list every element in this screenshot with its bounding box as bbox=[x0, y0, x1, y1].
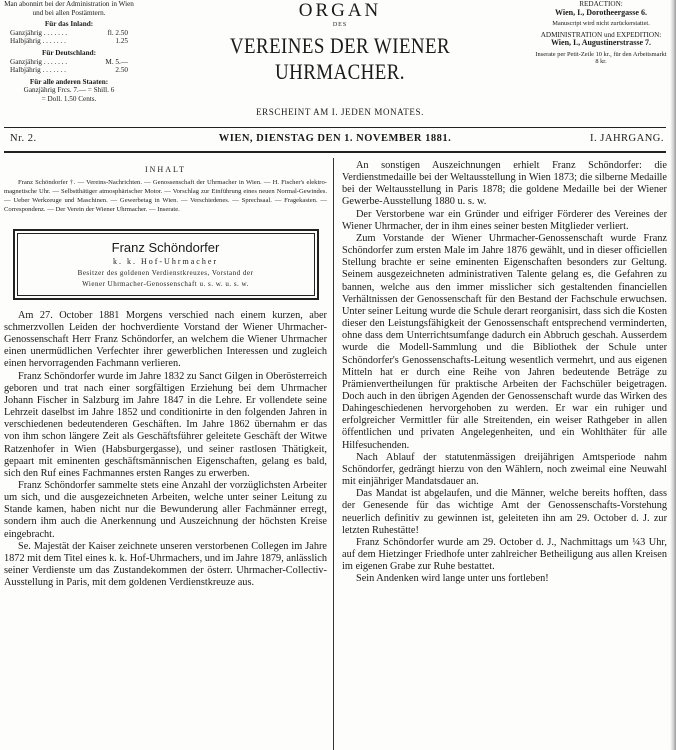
obituary-box bbox=[13, 229, 319, 300]
publication-frequency: ERSCHEINT AM I. JEDEN MONATES. bbox=[256, 107, 424, 117]
article-paragraph: Am 27. October 1881 Morgens verschied nach einem kurzen, aber schmerzvollen Leiden der hochverdiente Vorstand der Wiener Uhrmacher-Genossenschaft Herr Franz Schöndorfer, an welchem die Wiener Uhrmacher einen unermüdlichen Verfechter ihrer gewerblichen Interessen und zugleich einen hervorragenden Fachmann verlieren. bbox=[4, 309, 327, 370]
price-row: Ganzjährig . . . . . . . fl. 2.50 bbox=[10, 28, 128, 37]
other-states-heading: Für alle anderen Staaten: bbox=[29, 77, 109, 86]
contents-heading: INHALT bbox=[144, 165, 187, 174]
article-closing-line: Sein Andenken wird lange unter uns fortleben! bbox=[356, 573, 549, 585]
issue-number: Nr. 2. bbox=[10, 133, 37, 144]
right-column bbox=[342, 160, 667, 585]
manuscript-note: Manuscript wird nicht zurückerstattet. bbox=[552, 20, 650, 28]
page-edge bbox=[670, 0, 676, 750]
obituary-description: Besitzer des goldenen Verdienstkreuzes, Vorstand der bbox=[77, 268, 254, 277]
advertising-rates: Inserate per Petit-Zeile 10 kr., für den Arbeitsmarkt 8 kr. bbox=[535, 50, 667, 66]
masthead-des: DES bbox=[332, 22, 348, 28]
header-rule bbox=[4, 127, 666, 128]
obituary-name: Franz Schöndorfer bbox=[111, 239, 220, 255]
article-paragraph: Franz Schöndorfer sammelte stets eine Anzahl der vorzüglichsten Arbeiter um sich, und die ausgezeichneten Arbeiten, welche unter seiner Leitung zu Stande kamen, haben nicht nur die Bewunderung aller Fachmänner erregt, sondern ihm auch die Anerkennung und Auszeichnung der höchsten Kreise eingebracht. bbox=[4, 479, 327, 540]
left-column bbox=[4, 160, 327, 589]
price-row: Halbjährig . . . . . . . 2.50 bbox=[10, 66, 128, 75]
masthead-title-block bbox=[150, 0, 530, 117]
dateline bbox=[4, 130, 666, 148]
price-row: Halbjährig . . . . . . . 1.25 bbox=[10, 37, 128, 46]
issue-date: WIEN, DIENSTAG DEN 1. NOVEMBER 1881. bbox=[218, 133, 452, 144]
redaction-label: REDACTION: bbox=[579, 0, 623, 8]
obituary-description: Wiener Uhrmacher-Genossenschaft u. s. w. u. s. w. bbox=[82, 279, 249, 288]
deutschland-heading: Für Deutschland: bbox=[42, 48, 96, 57]
article-paragraph: Franz Schöndorfer wurde im Jahre 1832 zu Sanct Gilgen in Oberösterreich geboren und trat nach einer sorgfältigen Erziehung bei dem Uhrmacher Johann Fischer in Salzburg im Jahre 1847 in die Lehre. Er vollendete seine Lehrzeit daselbst im Jahre 1852 und conditionirte in den folgenden Jahren in verschiedenen bedeutenderen Geschäften. Im Jahre 1862 übernahm er das von ihm schon längere Zeit als Geschäftsführer geleitete Geschäft der Witwe Ratzenhofer in Wien (Habsburgergasse), und seiner rastlosen Thätigkeit, gepaart mit eminenten geschäftsmännischen Eigenschaften, gelang es bald, sich den Ruf eines Fachmannes ersten Ranges zu erwerben. bbox=[4, 370, 327, 479]
administration-label: ADMINISTRATION und EXPEDITION: bbox=[540, 30, 662, 39]
article-paragraph: Der Verstorbene war ein Gründer und eifriger Förderer des Vereines der Wiener Uhrmacher, der in ihm eines seiner besten Mitglieder verliert. bbox=[342, 208, 667, 232]
masthead-verein: VEREINES DER WIENER UHRMACHER. bbox=[229, 33, 451, 84]
obituary-title: k. k. Hof-Uhrmacher bbox=[112, 256, 219, 266]
inland-heading: Für das Inland: bbox=[44, 20, 94, 29]
dateline-double-rule bbox=[4, 151, 666, 155]
column-divider bbox=[333, 158, 334, 750]
masthead-organ: ORGAN bbox=[298, 0, 382, 21]
administration-address: Wien, I., Augustinerstrasse 7. bbox=[550, 38, 652, 48]
editorial-info bbox=[535, 0, 667, 66]
article-paragraph: Franz Schöndorfer wurde am 29. October d. J., Nachmittags um ¼3 Uhr, auf dem Hietzinger Friedhofe unter zahlreicher Betheiligung aus allen Kreisen im eigenen Grabe zur Ruhe bestattet. bbox=[342, 536, 667, 573]
contents-list: Franz Schöndorfer †. — Vereins-Nachrichten. — Genossenschaft der Uhrmacher in Wien. — H. Fischer's elektro-magnetische Uhr. — Selbstthätiger atmosphärischer Motor. — Vorschlag zur Einführung eines neuen Normal-Gewindes. — Ueber Werkzeuge und Maschinen. — Gewerbetag in Wien. — Verschiedenes. — Sprechsaal. — Fragekasten. — Correspondenz. — Der Verein der Wiener Uhrmacher. — Inserate. bbox=[4, 179, 327, 213]
price-row: Ganzjährig . . . . . . . M. 5.— bbox=[10, 57, 128, 66]
subscription-intro: Man abonnirt bei der Administration in Wien und bei allen Postämtern. bbox=[4, 0, 134, 17]
article-paragraph: Zum Vorstande der Wiener Uhrmacher-Genossenschaft wurde Franz Schöndorfer zum ersten Male im Jahre 1876 gewählt, und in dieser officiellen Stellung brachte er seine eminenten Eigenschaften besonders zur Geltung. Seinem ausgezeichneten administrativen Talente gelang es, die Gefahren zu bannen, welche aus den immer misslicher sich gestaltenden financiellen Verhältnissen der Genossenschaft für den Bestand der Fachschule erwuchsen. Unter seiner Leitung wurde die Schule derart reorganisirt, dass sich die Kosten dieser den Leistungsfähigkeit der Genossenschaft entsprechend verminderten, ohne dass dem Unterrichtsumfange dadurch ein Abbruch geschah. Ausserdem wurde die Modell-Sammlung und die Bibliothek der Schule unter Schöndorfer's Genossenschafts-Leitung wesentlich vermehrt, und aus eigenen Mitteln hat er durch eine Reihe von Jahren bedeutende Beträge zu Prämienvertheilungen für praktische Arbeiten der Fachschüler beigetragen. Doch auch in den übrigen Agenden der Genossenschaft wurde das Wirken des Dahingeschiedenen hervorgehoben zu werden. Er war ein ruhiger und erfolgreicher Vermittler für alle Streitenden, ein weiser Rathgeber in allen öffentlichen und privaten Angelegenheiten, und ein Wohlthäter für alle Hilfesuchenden. bbox=[342, 232, 667, 451]
price-row: Ganzjährig Frcs. 7.— = Shill. 6 bbox=[23, 86, 115, 95]
subscription-info bbox=[4, 0, 134, 104]
volume-year: I. JAHRGANG. bbox=[590, 133, 664, 144]
article-paragraph: An sonstigen Auszeichnungen erhielt Franz Schöndorfer: die Verdienstmedaille bei der Weltausstellung in Wien 1873; die silberne Medaille bei der Weltausstellung in Paris 1878; die goldene Medaille bei der Wiener Gewerbe-Ausstellung 1880 u. s. w. bbox=[342, 160, 667, 208]
price-row: = Doll. 1.50 Cents. bbox=[41, 94, 97, 103]
article-paragraph: Se. Majestät der Kaiser zeichnete unseren verstorbenen Collegen im Jahre 1872 mit dem Titel eines k. k. Hof-Uhrmachers, und im Jahre 1879, anlässlich seiner Verdienste um das Zustandekommen der österr. Uhrmacher-Collectiv-Ausstellung in Paris, mit dem goldenen Verdienstkreuze aus. bbox=[4, 540, 327, 589]
redaction-address: Wien, I., Dorotheergasse 6. bbox=[555, 7, 647, 17]
article-paragraph: Das Mandat ist abgelaufen, und die Männer, welche bereits hofften, dass der Genesende für das wichtige Amt der Genossenschafts-Vorstehung neuerlich definitiv zu gewinnen ist, geleiteten ihn am 29. October d. J. zur letzten Ruhestätte! bbox=[342, 488, 667, 536]
article-paragraph: Nach Ablauf der statutenmässigen dreijährigen Amtsperiode nahm Schöndorfer, gedrängt hierzu von den Wählern, noch zweimal eine Neuwahl mit einjähriger Mandatsdauer an. bbox=[342, 451, 667, 488]
